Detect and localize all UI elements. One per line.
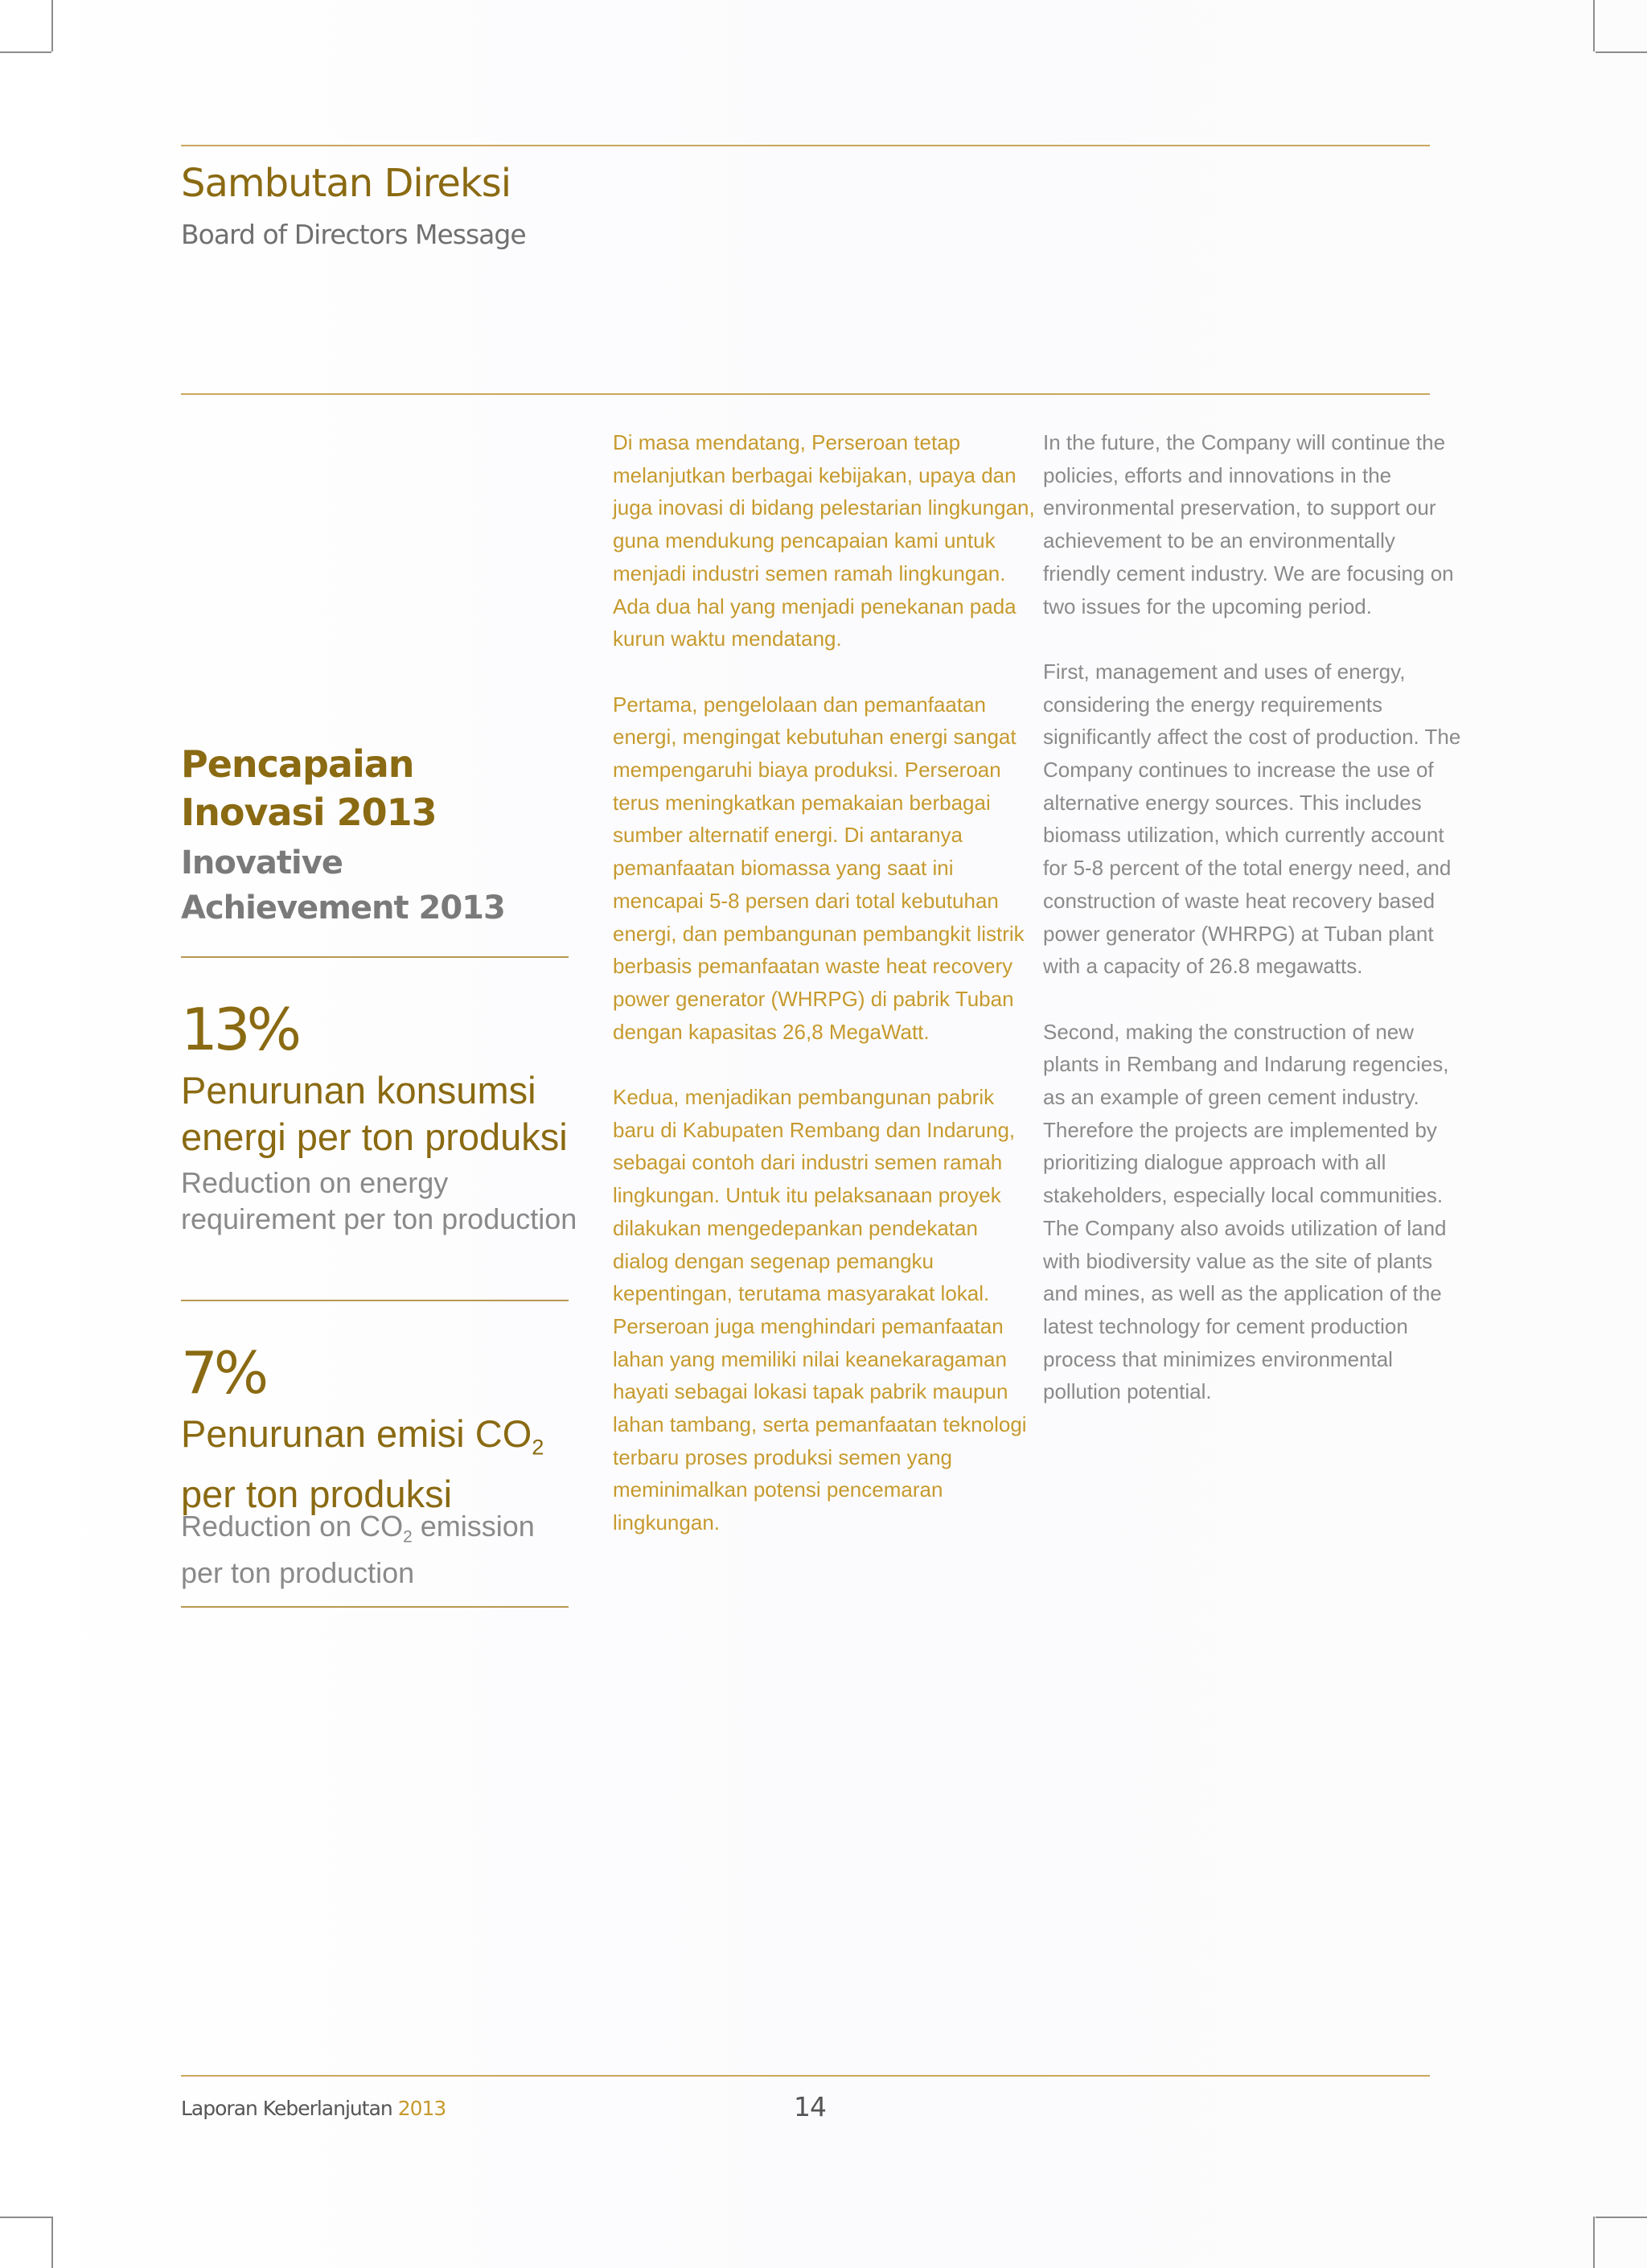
section-subtitle: Board of Directors Message <box>181 219 526 250</box>
content-top-rule <box>181 393 1430 395</box>
sidebar-rule-2 <box>181 1300 569 1301</box>
sidebar-rule-1 <box>181 956 569 958</box>
stat-emission-value: 7% <box>181 1339 265 1407</box>
body-column-indonesian <box>613 426 1035 1572</box>
stat-emission-label-id-start: Penurunan emisi CO <box>181 1412 532 1455</box>
crop-mark-top-left-h <box>0 51 51 53</box>
co2-subscript: 2 <box>403 1527 413 1547</box>
co2-subscript: 2 <box>532 1434 544 1460</box>
paragraph-en-3: Second, making the construction of new plants in Rembang and Indarung regencies, as an example of green cement industry. Therefore the projects are implemented by prioritizing dialogue approach with all stakeholders, especially local communities. The Company also avoids utilization of land with biodiversity value as the site of plants and mines, as well as the application of the latest technology for cement production process that minimizes environmental pollution potential. <box>1043 1019 1449 1404</box>
stat-emission-label-en-end: emission per ton production <box>181 1510 535 1590</box>
footer-report-title <box>181 2097 446 2120</box>
crop-mark-top-right-h <box>1596 51 1647 53</box>
crop-mark-top-left-v <box>51 0 53 51</box>
crop-mark-bottom-left-v <box>51 2217 53 2268</box>
sidebar-subtitle <box>181 840 551 931</box>
crop-mark-top-right-v <box>1593 0 1595 51</box>
crop-mark-bottom-right-v <box>1593 2217 1595 2268</box>
stat-emission-label-en-start: Reduction on CO <box>181 1510 404 1543</box>
stat-energy-label-en: Reduction on energy requirement per ton production <box>181 1166 577 1235</box>
stat-emission-label-en <box>181 1508 583 1591</box>
stat-emission-label-id-end: per ton produksi <box>181 1472 453 1515</box>
paragraph-id-3: Kedua, menjadikan pembangunan pabrik baru di Kabupaten Rembang dan Indarung, sebagai contoh dari industri semen ramah lingkungan. Untuk itu pelaksanaan proyek dilakukan mengedepankan pendekatan dialog dengan segenap pemangku kepentingan, terutama masyarakat lokal. Perseroan juga menghindari pemanfaatan lahan yang memiliki nilai keanekaragaman hayati sebagai lokasi tapak pabrik maupun lahan tambang, serta pemanfaatan teknologi terbaru proses produksi semen yang meminimalkan potensi pencemaran lingkungan. <box>613 1085 1027 1535</box>
stat-energy-label-id: Penurunan konsumsi energi per ton produksi <box>181 1069 568 1158</box>
stat-emission-label-id <box>181 1411 583 1518</box>
paragraph-en-1: In the future, the Company will continue the policies, efforts and innovations in the environmental preservation, to support our achievement to be an environmentally friendly cement industry. We are focusing on two issues for the upcoming period. <box>1043 430 1454 618</box>
footer-report-year: 2013 <box>397 2097 446 2120</box>
paragraph-en-2: First, management and uses of energy, considering the energy requirements significantly affect the cost of production. The Company continues to increase the use of alternative energy sources. This includes biomass utilization, which currently account for 5-8 percent of the total energy need, and construction of waste heat recovery based power generator (WHRPG) at Tuban plant with a capacity of 26.8 megawatts. <box>1043 659 1461 979</box>
section-title: Sambutan Direksi <box>181 161 511 206</box>
paragraph-id-2: Pertama, pengelolaan dan pemanfaatan energi, mengingat kebutuhan energi sangat mempengaruhi biaya produksi. Perseroan terus meningkatkan pemakaian berbagai sumber alternatif energi. Di antaranya pemanfaatan biomassa yang saat ini mencapai 5-8 persen dari total kebutuhan energi, dan pembangunan pembangkit listrik berbasis pemanfaatan waste heat recovery power generator (WHRPG) di pabrik Tuban dengan kapasitas 26,8 MegaWatt. <box>613 692 1025 1044</box>
crop-mark-bottom-right-h <box>1596 2217 1647 2218</box>
sidebar-rule-3 <box>181 1606 569 1608</box>
footer-report-label: Laporan Keberlanjutan <box>181 2097 392 2120</box>
header-rule <box>181 145 1430 146</box>
crop-mark-bottom-left-h <box>0 2217 51 2218</box>
sidebar-title <box>181 740 519 836</box>
page-number: 14 <box>794 2091 826 2122</box>
body-column-english <box>1043 426 1465 1441</box>
paragraph-id-1: Di masa mendatang, Perseroan tetap melanjutkan berbagai kebijakan, upaya dan juga inovasi di bidang pelestarian lingkungan, guna mendukung pencapaian kami untuk menjadi industri semen ramah lingkungan. Ada dua hal yang menjadi penekanan pada kurun waktu mendatang. <box>613 430 1035 651</box>
footer-rule <box>181 2075 1430 2077</box>
sidebar-title-text: Pencapaian Inovasi 2013 <box>181 742 437 834</box>
stat-energy-value: 13% <box>181 996 298 1063</box>
sidebar-subtitle-text: Inovative Achievement 2013 <box>181 844 505 927</box>
